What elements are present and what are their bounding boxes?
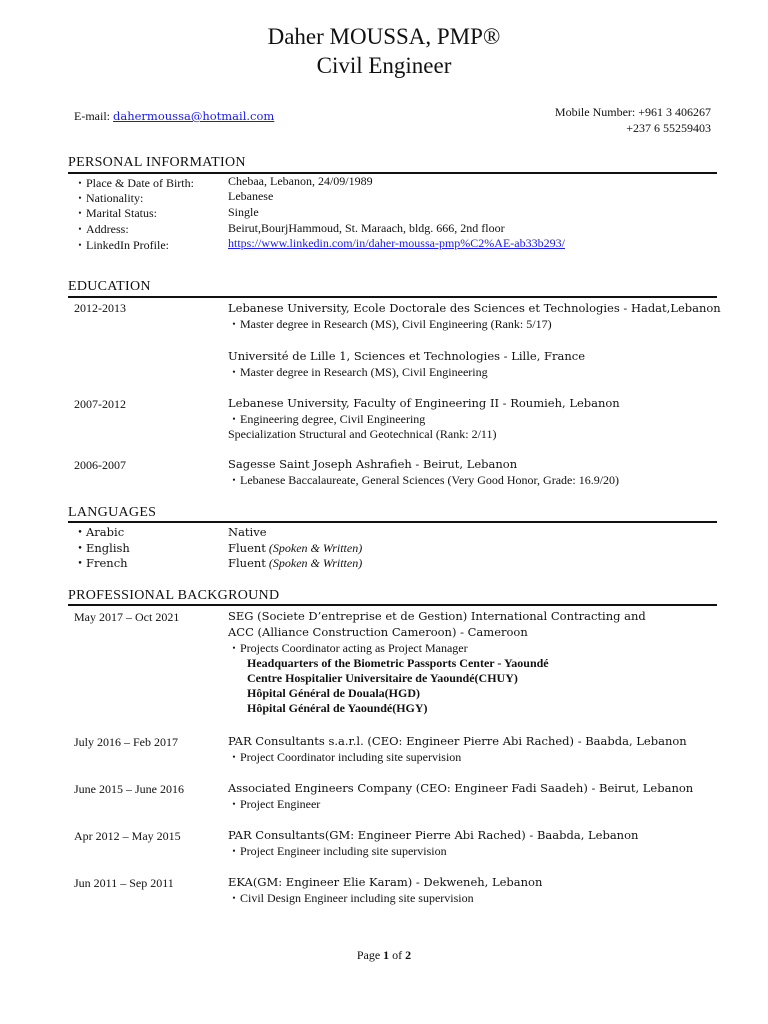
language-name: • Arabic [74, 525, 124, 540]
education-date: 2007-2012 [74, 397, 126, 411]
education-date: 2006-2007 [74, 458, 126, 472]
section-divider [68, 604, 717, 606]
personal-value: Chebaa, Lebanon, 24/09/1989 [228, 174, 373, 188]
education-detail: • Master degree in Research (MS), Civil Engineering (Rank: 5/17) [228, 317, 552, 331]
resume-title: Civil Engineer [316, 53, 452, 78]
job-role: • Projects Coordinator acting as Project Manager [228, 641, 468, 655]
education-school: Université de Lille 1, Sciences et Technologies - Lille, France [228, 349, 585, 363]
section-heading-personal: PERSONAL INFORMATION [68, 155, 246, 170]
education-school: Sagesse Saint Joseph Ashrafieh - Beirut, Lebanon [228, 457, 518, 471]
personal-value: Beirut,BourjHammoud, St. Maraach, bldg. 666, 2nd floor [228, 221, 505, 235]
job-role: • Project Engineer [228, 797, 320, 811]
email-label: E-mail: [74, 109, 110, 123]
job-date: May 2017 – Oct 2021 [74, 610, 180, 624]
language-level: Fluent (Spoken & Written) [228, 556, 363, 570]
section-heading-education: EDUCATION [68, 279, 151, 294]
mobile-number: Mobile Number: +961 3 406267 [554, 105, 711, 119]
education-date: 2012-2013 [74, 301, 126, 315]
personal-label: • Address: [74, 222, 129, 236]
resume-name: Daher MOUSSA, PMP® [267, 24, 501, 49]
email-row [74, 109, 274, 123]
section-divider [68, 296, 717, 298]
language-name: • English [74, 541, 130, 556]
job-date: June 2015 – June 2016 [74, 782, 184, 796]
language-level: Fluent (Spoken & Written) [228, 541, 363, 555]
language-level: Native [228, 525, 267, 539]
language-name: • French [74, 556, 128, 571]
personal-value: Single [228, 205, 259, 219]
education-extra: Specialization Structural and Geotechnical (Rank: 2/11) [228, 427, 497, 441]
job-date: Jun 2011 – Sep 2011 [74, 876, 174, 890]
personal-label: • Nationality: [74, 191, 143, 205]
page-footer: Page 1 of 2 [356, 948, 412, 962]
project-item: Hôpital Général de Yaoundé(HGY) [247, 701, 428, 715]
job-company: EKA(GM: Engineer Elie Karam) - Dekweneh, Lebanon [228, 875, 543, 889]
education-detail: • Master degree in Research (MS), Civil Engineering [228, 365, 488, 379]
personal-label: • LinkedIn Profile: [74, 238, 169, 252]
job-company: Associated Engineers Company (CEO: Engineer Fadi Saadeh) - Beirut, Lebanon [228, 781, 694, 795]
mobile-number-2: +237 6 55259403 [626, 121, 711, 135]
job-role: • Project Coordinator including site supervision [228, 750, 461, 764]
section-heading-professional: PROFESSIONAL BACKGROUND [68, 588, 280, 603]
job-company: PAR Consultants(GM: Engineer Pierre Abi Rached) - Baabda, Lebanon [228, 828, 639, 842]
education-school: Lebanese University, Ecole Doctorale des Sciences et Technologies - Hadat,Lebanon [228, 301, 721, 315]
job-role: • Civil Design Engineer including site supervision [228, 891, 474, 905]
job-company-2: ACC (Alliance Construction Cameroon) - Cameroon [228, 625, 528, 639]
personal-label: • Marital Status: [74, 206, 157, 220]
project-item: Centre Hospitalier Universitaire de Yaoundé(CHUY) [247, 671, 518, 685]
job-date: Apr 2012 – May 2015 [74, 829, 181, 843]
personal-label: • Place & Date of Birth: [74, 176, 194, 190]
linkedin-link[interactable]: https://www.linkedin.com/in/daher-moussa-pmp%C2%AE-ab33b293/ [228, 236, 565, 250]
project-item: Hôpital Général de Douala(HGD) [247, 686, 420, 700]
education-detail: • Lebanese Baccalaureate, General Sciences (Very Good Honor, Grade: 16.9/20) [228, 473, 619, 487]
job-company: SEG (Societe D’entreprise et de Gestion) International Contracting and [228, 609, 646, 623]
education-detail: • Engineering degree, Civil Engineering [228, 412, 425, 426]
section-divider [68, 172, 717, 174]
project-item: Headquarters of the Biometric Passports Center - Yaoundé [247, 656, 549, 670]
email-link[interactable]: dahermoussa@hotmail.com [113, 109, 275, 123]
job-date: July 2016 – Feb 2017 [74, 735, 179, 749]
personal-value: Lebanese [228, 189, 274, 203]
job-role: • Project Engineer including site supervision [228, 844, 447, 858]
job-company: PAR Consultants s.a.r.l. (CEO: Engineer Pierre Abi Rached) - Baabda, Lebanon [228, 734, 687, 748]
education-school: Lebanese University, Faculty of Engineering II - Roumieh, Lebanon [228, 396, 620, 410]
section-heading-languages: LANGUAGES [68, 505, 157, 520]
section-divider [68, 521, 717, 523]
